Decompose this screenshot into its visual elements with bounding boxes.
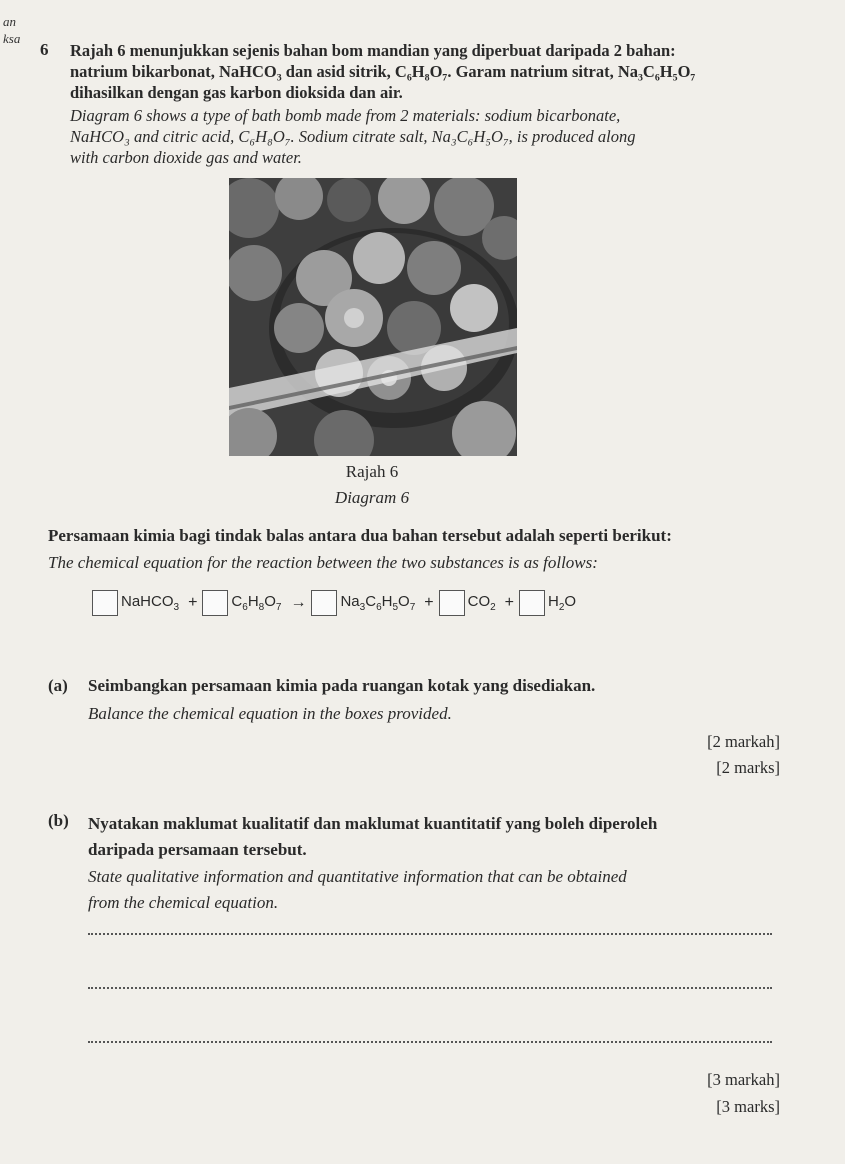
coefficient-box-co2[interactable] (439, 590, 465, 616)
part-b-instruction-malay: Nyatakan maklumat kualitatif dan maklumat kuantitatif yang boleh diperoleh daripada persamaan tersebut. (88, 814, 658, 859)
chemical-equation (92, 585, 580, 621)
coefficient-box-h2o[interactable] (519, 590, 545, 616)
answer-line[interactable] (88, 987, 772, 989)
part-a-instruction-malay: Seimbangkan persamaan kimia pada ruangan kotak yang disediakan. (88, 676, 596, 695)
intro-malay: Rajah 6 menunjukkan sejenis bahan bom mandian yang diperbuat daripada 2 bahan: natrium bikarbonat, NaHCO₃ dan asid sitrik, C₆H₈O₇. Garam natrium sitrat, Na₃C₆H₅O₇ dihasilkan dengan gas karbon dioksida dan air. (70, 41, 696, 102)
part-b-marks-english: [3 marks] (716, 1097, 780, 1116)
margin-note: an (3, 14, 16, 29)
coefficient-box-citric-acid[interactable] (202, 590, 228, 616)
bath-bomb-photo (229, 178, 517, 456)
bath-bomb-illustration (229, 178, 517, 456)
coefficient-box-nahco3[interactable] (92, 590, 118, 616)
intro-english: Diagram 6 shows a type of bath bomb made from 2 materials: sodium bicarbonate, NaHCO₃ and citric acid, C₆H₈O₇. Sodium citrate salt, Na₃C₆H₅O₇, is produced along with carbon dioxide gas and water. (70, 106, 636, 167)
answer-line[interactable] (88, 933, 772, 935)
question-number: 6 (40, 40, 49, 59)
coefficient-box-sodium-citrate[interactable] (311, 590, 337, 616)
plus-sign: + (504, 594, 515, 611)
formula-co2: $CO_2$ (467, 593, 496, 613)
formula-sodium-citrate: $Na_3C_6H_5O_7$ (340, 593, 416, 613)
formula-citric-acid: $C_6H_8O_7$ (231, 593, 282, 613)
margin-note: ksa (3, 31, 21, 46)
part-b-instruction-english: State qualitative information and quantitative information that can be obtained from the chemical equation. (88, 867, 627, 912)
answer-line[interactable] (88, 1041, 772, 1043)
formula-h2o: $H_2O$ (548, 593, 577, 613)
part-a-marks-english: [2 marks] (716, 758, 780, 777)
equation-intro-malay: Persamaan kimia bagi tindak balas antara dua bahan tersebut adalah seperti berikut: (48, 526, 672, 545)
part-a-label: (a) (48, 676, 68, 695)
formula-nahco3: NaHCO$_3$ (121, 593, 180, 613)
plus-sign: + (424, 594, 434, 611)
part-b-marks-malay: [3 markah] (707, 1070, 780, 1089)
part-a-instruction-english: Balance the chemical equation in the boxes provided. (88, 704, 452, 723)
reaction-arrow: → (290, 594, 307, 611)
part-b-label: (b) (48, 811, 69, 830)
equation-intro-english: The chemical equation for the reaction between the two substances is as follows: (48, 553, 598, 572)
figure-caption-malay: Rajah 6 (345, 462, 399, 481)
figure-caption-english: Diagram 6 (334, 488, 410, 507)
plus-sign: + (188, 594, 198, 611)
part-a-marks-malay: [2 markah] (707, 732, 780, 751)
